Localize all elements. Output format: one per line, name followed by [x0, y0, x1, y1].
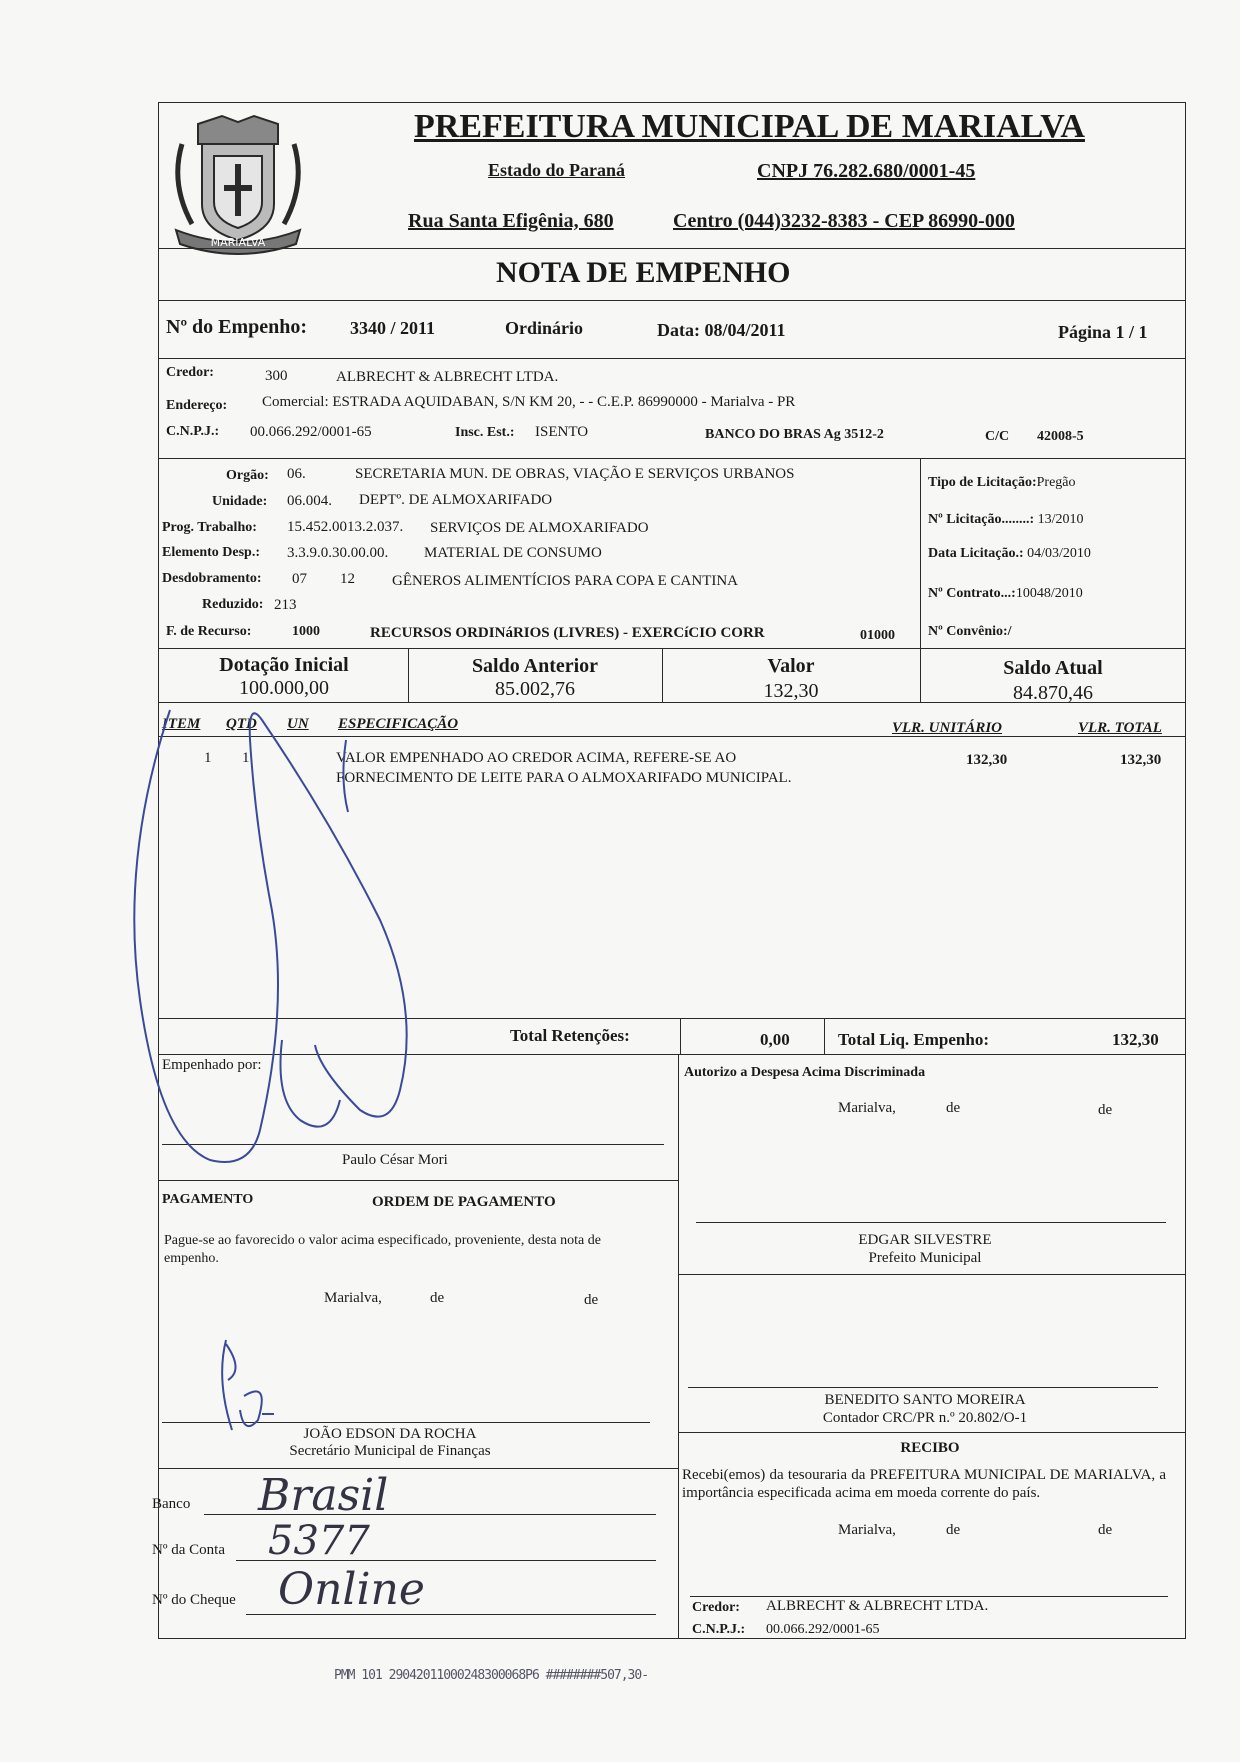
col-vlr-unit-header: VLR. UNITÁRIO: [892, 720, 1003, 736]
bank-divider: [158, 1468, 678, 1469]
ordem-label: ORDEM DE PAGAMENTO: [372, 1194, 556, 1210]
credor-insc-label: Insc. Est.:: [455, 425, 515, 440]
credor-divider: [158, 458, 1186, 459]
dotacao-label: Dotação Inicial: [219, 654, 349, 676]
autorizo-divider: [678, 1274, 1186, 1275]
licitacao-number: [928, 512, 1084, 528]
retencoes-label: Total Retenções:: [510, 1026, 630, 1045]
coat-of-arms-logo: [162, 104, 314, 256]
pagamento-de1: de: [430, 1290, 445, 1306]
col-espec-header: ESPECIFICAÇÃO: [338, 716, 459, 732]
autorizo-signer-role: Prefeito Municipal: [868, 1250, 982, 1266]
dotacao-value: 100.000,00: [239, 677, 329, 699]
desdobramento-label: Desdobramento:: [162, 571, 262, 586]
reduzido-label: Reduzido:: [202, 597, 264, 612]
col-un-header: UN: [287, 716, 309, 732]
licitacao-type-value: Pregão: [1036, 475, 1076, 490]
elemento-label: Elemento Desp.:: [162, 545, 260, 560]
unidade-desc: DEPTº. DE ALMOXARIFADO: [359, 492, 553, 508]
licitacao-type: [928, 475, 1076, 491]
summary-divider-b: [824, 1018, 825, 1054]
title-divider: [158, 300, 1186, 301]
org-address: Rua Santa Efigênia, 680: [408, 210, 614, 232]
desdobramento-desc: GÊNEROS ALIMENTÍCIOS PARA COPA E CANTINA: [392, 573, 739, 589]
recurso-desc: RECURSOS ORDINáRIOS (LIVRES) - EXERCíCIO CORR: [370, 625, 765, 641]
saldo-atual-label: Saldo Atual: [1003, 657, 1103, 679]
credor-cnpj-label: C.N.P.J.:: [166, 424, 220, 439]
items-header-divider: [158, 736, 1186, 737]
recibo-divider: [678, 1432, 1186, 1433]
credor-cnpj: 00.066.292/0001-65: [250, 424, 372, 440]
recibo-cnpj-label: C.N.P.J.:: [692, 1622, 746, 1637]
totals-divider: [158, 702, 1186, 703]
licitacao-number-value: 13/2010: [1037, 512, 1084, 527]
lower-vertical-divider: [678, 1054, 679, 1639]
liq-value: 132,30: [1112, 1030, 1159, 1049]
empenho-number-label: Nº do Empenho:: [166, 316, 308, 338]
autorizo-sign-line: [696, 1222, 1166, 1223]
recibo-credor-label: Credor:: [692, 1600, 740, 1615]
credor-bank: BANCO DO BRAS Ag 3512-2: [705, 427, 884, 442]
state-name: Estado do Paraná: [488, 160, 626, 180]
valor-label: Valor: [767, 655, 815, 677]
pagamento-divider-top: [158, 1180, 678, 1181]
credor-name: ALBRECHT & ALBRECHT LTDA.: [336, 369, 559, 385]
cheque-handwritten: Online: [278, 1564, 425, 1615]
orgao-label: Orgão:: [226, 468, 269, 483]
page-indicator: Página 1 / 1: [1058, 322, 1148, 342]
credor-cc-label: C/C: [985, 429, 1010, 444]
retencoes-value: 0,00: [760, 1030, 790, 1049]
col-item-header: ITEM: [162, 716, 201, 732]
prog-label: Prog. Trabalho:: [162, 520, 257, 535]
autorizo-de2: de: [1098, 1102, 1113, 1118]
logo-banner-text: MARIALVA: [210, 236, 266, 249]
contador-name: BENEDITO SANTO MOREIRA: [824, 1392, 1026, 1408]
empenho-divider: [158, 358, 1186, 359]
valor-value: 132,30: [763, 680, 819, 702]
recibo-de1: de: [946, 1522, 961, 1538]
desdobramento-code: 07: [292, 571, 307, 587]
conta-label: Nº da Conta: [152, 1542, 225, 1558]
orgao-code: 06.: [287, 466, 306, 482]
empenho-date: Data: 08/04/2011: [657, 320, 786, 340]
budget-vertical-divider: [920, 458, 921, 648]
credor-address: Comercial: ESTRADA AQUIDABAN, S/N KM 20, - - C.E.P. 86990000 - Marialva - PR: [262, 394, 796, 410]
reduzido-code: 213: [274, 597, 297, 613]
convenio-number: Nº Convênio:/: [928, 624, 1012, 639]
doc-title: NOTA DE EMPENHO: [496, 256, 791, 289]
pagamento-signer-name: JOÃO EDSON DA ROCHA: [303, 1426, 477, 1442]
licitacao-number-label: Nº Licitação........:: [928, 512, 1035, 527]
contrato-number: [928, 586, 1083, 602]
empenhado-sign-line: [162, 1144, 664, 1145]
row-vlr-unit: 132,30: [966, 752, 1008, 768]
credor-code: 300: [265, 368, 288, 384]
saldo-atual-value: 84.870,46: [1013, 682, 1093, 704]
recibo-de2: de: [1098, 1522, 1113, 1538]
contador-sign-line: [688, 1387, 1158, 1388]
row-qtd: 1: [242, 750, 250, 766]
prog-desc: SERVIÇOS DE ALMOXARIFADO: [430, 520, 649, 536]
org-cnpj: CNPJ 76.282.680/0001-45: [757, 160, 976, 182]
empenhado-label: Empenhado por:: [162, 1057, 262, 1073]
recibo-city: Marialva,: [838, 1522, 896, 1538]
cheque-label: Nº do Cheque: [152, 1592, 236, 1608]
licitacao-date-value: 04/03/2010: [1027, 546, 1091, 561]
recurso-label: F. de Recurso:: [166, 624, 252, 639]
conta-handwritten: 5377: [268, 1518, 370, 1564]
recibo-credor: ALBRECHT & ALBRECHT LTDA.: [766, 1598, 989, 1614]
summary-divider-bottom: [158, 1054, 1186, 1055]
unidade-code: 06.004.: [287, 493, 332, 509]
credor-insc: ISENTO: [535, 424, 589, 440]
autorizo-signer-name: EDGAR SILVESTRE: [858, 1232, 992, 1248]
licitacao-type-label: Tipo de Licitação:: [928, 475, 1037, 490]
summary-divider-a: [680, 1018, 681, 1054]
recibo-text: Recebi(emos) da tesouraria da PREFEITURA MUNICIPAL DE MARIALVA, a importância especificada acima em moeda corrente do país.: [682, 1467, 1166, 1501]
orgao-desc: SECRETARIA MUN. DE OBRAS, VIAÇÃO E SERVIÇOS URBANOS: [355, 466, 795, 482]
recibo-label: RECIBO: [900, 1440, 960, 1456]
banco-handwritten: Brasil: [258, 1470, 389, 1521]
elemento-code: 3.3.9.0.30.00.00.: [287, 545, 389, 561]
credor-label: Credor:: [166, 365, 214, 380]
credor-cc: 42008-5: [1037, 429, 1084, 444]
row-vlr-total: 132,30: [1120, 752, 1162, 768]
pagamento-label: PAGAMENTO: [162, 1192, 254, 1207]
row-espec-line2: FORNECIMENTO DE LEITE PARA O ALMOXARIFADO MUNICIPAL.: [336, 770, 792, 786]
elemento-desc: MATERIAL DE CONSUMO: [424, 545, 602, 561]
credor-address-label: Endereço:: [166, 398, 228, 413]
pagamento-text: Pague-se ao favorecido o valor acima especificado, proveniente, desta nota de empenho.: [164, 1233, 601, 1266]
col-vlr-total-header: VLR. TOTAL: [1078, 720, 1162, 736]
footer-code: PMM 101 29042011000248300068P6 ########507,30-: [334, 1668, 649, 1683]
pagamento-sign-line: [162, 1422, 650, 1423]
licitacao-date-label: Data Licitação.:: [928, 546, 1024, 561]
desdobramento-code2: 12: [340, 571, 355, 587]
recibo-sign-line: [690, 1596, 1168, 1597]
summary-divider-top: [158, 1018, 1186, 1019]
liq-label: Total Liq. Empenho:: [838, 1030, 989, 1049]
recibo-cnpj: 00.066.292/0001-65: [766, 1622, 880, 1637]
contrato-label: Nº Contrato...:: [928, 586, 1016, 601]
row-item: 1: [204, 750, 212, 766]
header-divider: [158, 248, 1186, 249]
autorizo-label: Autorizo a Despesa Acima Discriminada: [684, 1065, 926, 1080]
empenhado-name: Paulo César Mori: [342, 1152, 448, 1168]
empenho-type: Ordinário: [505, 318, 584, 338]
contador-role: Contador CRC/PR n.º 20.802/O-1: [822, 1410, 1028, 1426]
contrato-value: 10048/2010: [1015, 586, 1083, 601]
budget-divider: [158, 648, 1186, 649]
pagamento-city: Marialva,: [324, 1290, 382, 1306]
autorizo-de1: de: [946, 1100, 961, 1116]
banco-label: Banco: [152, 1496, 191, 1512]
org-contact: Centro (044)3232-8383 - CEP 86990-000: [673, 210, 1015, 232]
empenho-number: 3340 / 2011: [350, 318, 436, 338]
saldo-anterior-value: 85.002,76: [495, 678, 575, 700]
org-title: PREFEITURA MUNICIPAL DE MARIALVA: [414, 108, 1085, 145]
row-espec-line1: VALOR EMPENHADO AO CREDOR ACIMA, REFERE-SE AO: [336, 750, 737, 766]
pagamento-de2: de: [584, 1292, 599, 1308]
autorizo-city: Marialva,: [838, 1100, 896, 1116]
licitacao-date: [928, 546, 1091, 562]
recurso-code2: 01000: [860, 628, 895, 643]
col-qtd-header: QTD: [226, 716, 257, 732]
recurso-code: 1000: [292, 624, 320, 639]
saldo-anterior-label: Saldo Anterior: [471, 655, 599, 677]
unidade-label: Unidade:: [212, 494, 268, 509]
pagamento-signer-role: Secretário Municipal de Finanças: [289, 1443, 491, 1459]
prog-code: 15.452.0013.2.037.: [287, 519, 404, 535]
